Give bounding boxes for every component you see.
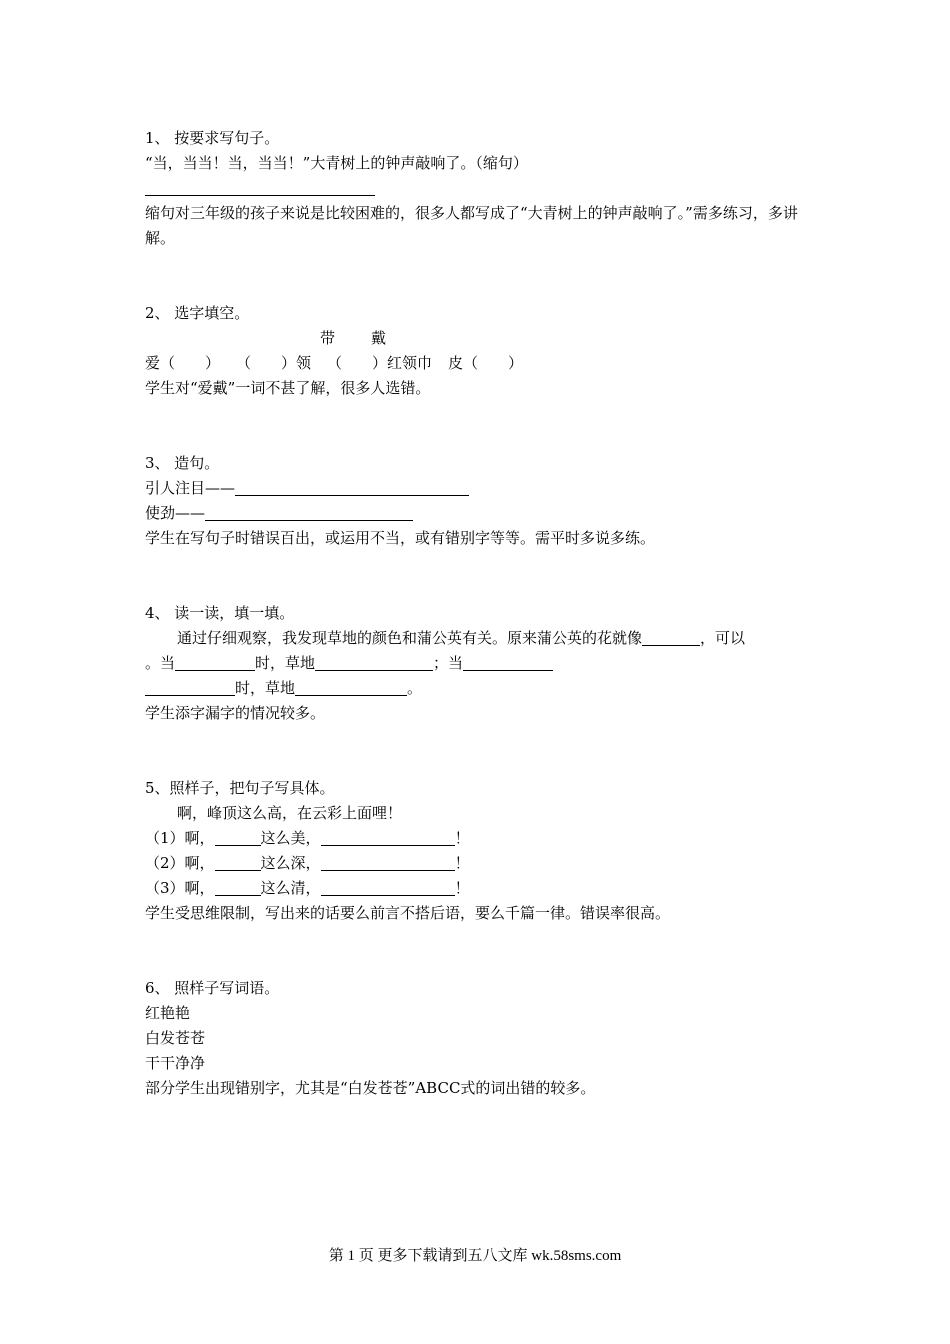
q2-item: 皮（ ） <box>448 354 524 372</box>
q2-item: 爱（ ） <box>145 354 221 372</box>
q6-word: 红艳艳 <box>145 1004 191 1022</box>
q2-choice-char: 戴 <box>371 329 387 347</box>
q4-paragraph-line-3: 时，草地 。 <box>145 676 810 701</box>
q4-title: 4、 读一读，填一填。 <box>145 604 295 622</box>
q5-note: 学生受思维限制，写出来的话要么前言不搭后语，要么千篇一律。错误率很高。 <box>145 904 671 922</box>
q2-item: （ ）领 <box>236 354 312 372</box>
q6-word: 干干净净 <box>145 1054 206 1072</box>
q3-item-2 <box>145 501 810 526</box>
q1-answer-line <box>145 176 810 201</box>
q4-paragraph-line-1: 通过仔细观察，我发现草地的颜色和蒲公英有关。原来蒲公英的花就像 ，可以 <box>177 629 746 647</box>
q3-note: 学生在写句子时错误百出，或运用不当，或有错别字等等。需平时多说多练。 <box>145 529 656 547</box>
q3-word: 引人注目—— <box>145 479 236 497</box>
q4-paragraph-line-2: 。当 时，草地 ；当 <box>145 651 810 676</box>
q5-example: 啊，峰顶这么高，在云彩上面哩！ <box>177 804 403 822</box>
page-footer: 第 1 页 更多下载请到五八文库 wk.58sms.com <box>328 1248 622 1264</box>
q2-title: 2、 选字填空。 <box>145 304 250 322</box>
q2-item: （ ）红领巾 <box>327 354 433 372</box>
q6-title: 6、 照样子写词语。 <box>145 979 280 997</box>
q5-item-1: （1）啊， 这么美， ！ <box>145 829 470 847</box>
q2-choice-char: 带 <box>320 329 336 347</box>
q2-note: 学生对“爱戴”一词不甚了解，很多人选错。 <box>145 379 431 397</box>
document-body <box>145 126 810 1101</box>
q1-prompt: “当，当当！当，当当！”大青树上的钟声敲响了。（缩句） <box>145 154 528 172</box>
q3-word: 使劲—— <box>145 504 206 522</box>
q5-item-2: （2）啊， 这么深， ！ <box>145 854 470 872</box>
q5-title: 5、照样子，把句子写具体。 <box>145 779 335 797</box>
q1-note: 缩句对三年级的孩子来说是比较困难的，很多人都写成了“大青树上的钟声敲响了。”需多练习，多讲解。 <box>145 204 798 247</box>
q3-title: 3、 造句。 <box>145 454 220 472</box>
q2-items <box>145 351 810 376</box>
q6-note: 部分学生出现错别字，尤其是“白发苍苍”ABCC式的词出错的较多。 <box>145 1079 596 1097</box>
q4-note: 学生添字漏字的情况较多。 <box>145 704 326 722</box>
q5-item-3: （3）啊， 这么清， ！ <box>145 879 470 897</box>
q3-item-1 <box>145 476 810 501</box>
q6-word: 白发苍苍 <box>145 1029 206 1047</box>
q2-choices <box>145 326 810 351</box>
q1-title: 1、 按要求写句子。 <box>145 129 280 147</box>
